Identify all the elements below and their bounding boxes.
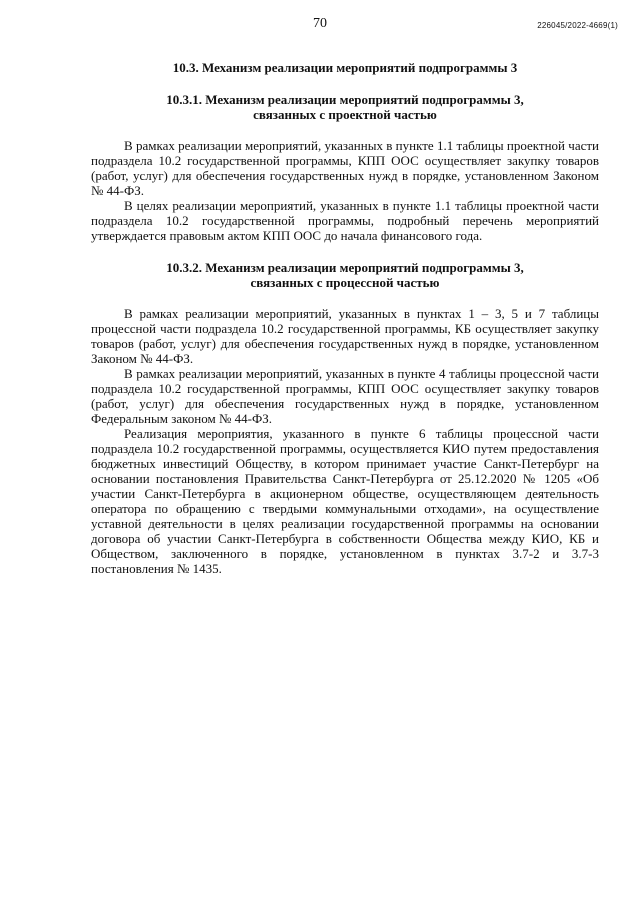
subsection-2-paragraph-3: Реализация мероприятия, указанного в пункте 6 таблицы процессной части подраздела 10.2 государственной программы, осуществляется КИО путем предоставления бюджетных инвестиций Обществу, в котором принимает участие Санкт-Петербург на основании постановления Правительства Санкт-Петербурга от 25.12.2020 № 1205 «Об участии Санкт-Петербурга в акционерном обществе, осуществляющем деятельность оператора по обращению с твердыми коммунальными отходами», на осуществление уставной деятельности в целях реализации государственной программы на основании договора об участии Санкт-Петербурга в собственности Общества между КИО, КБ и Обществом, заключенного в порядке, установленном в пунктах 3.7-2 и 3.7-3 постановления № 1435.: [91, 426, 599, 576]
document-body: [91, 60, 599, 576]
subsection-1-paragraph-1: В рамках реализации мероприятий, указанных в пункте 1.1 таблицы проектной части подраздела 10.2 государственной программы, КПП ООС осуществляет закупку товаров (работ, услуг) для обеспечения государственных нужд в порядке, установленном Законом № 44-ФЗ.: [91, 138, 599, 198]
subsection-2-paragraph-1: В рамках реализации мероприятий, указанных в пунктах 1 – 3, 5 и 7 таблицы процессной части подраздела 10.2 государственной программы, КБ осуществляет закупку товаров (работ, услуг) для обеспечения государственных нужд в порядке, установленном Законом № 44-ФЗ.: [91, 306, 599, 366]
subsection-2-title: [91, 260, 599, 290]
subsection-2-title-line-1: 10.3.2. Механизм реализации мероприятий подпрограммы 3,: [166, 260, 524, 275]
document-code: 226045/2022-4669(1): [537, 21, 618, 30]
subsection-2-paragraph-2: В рамках реализации мероприятий, указанных в пункте 4 таблицы процессной части подраздела 10.2 государственной программы, КПП ООС осуществляет закупку товаров (работ, услуг) для обеспечения государственных нужд в порядке, установленном Федеральным законом № 44-ФЗ.: [91, 366, 599, 426]
subsection-1-title: [91, 92, 599, 122]
subsection-1-title-line-2: связанных с проектной частью: [253, 107, 437, 122]
subsection-1-title-line-1: 10.3.1. Механизм реализации мероприятий подпрограммы 3,: [166, 92, 524, 107]
subsection-2-title-line-2: связанных с процессной частью: [250, 275, 440, 290]
subsection-1-paragraph-2: В целях реализации мероприятий, указанных в пункте 1.1 таблицы проектной части подраздела 10.2 государственной программы, подробный перечень мероприятий утверждается правовым актом КПП ООС до начала финансового года.: [91, 198, 599, 243]
section-title: 10.3. Механизм реализации мероприятий подпрограммы 3: [172, 60, 518, 75]
page-number: 70: [313, 16, 327, 31]
